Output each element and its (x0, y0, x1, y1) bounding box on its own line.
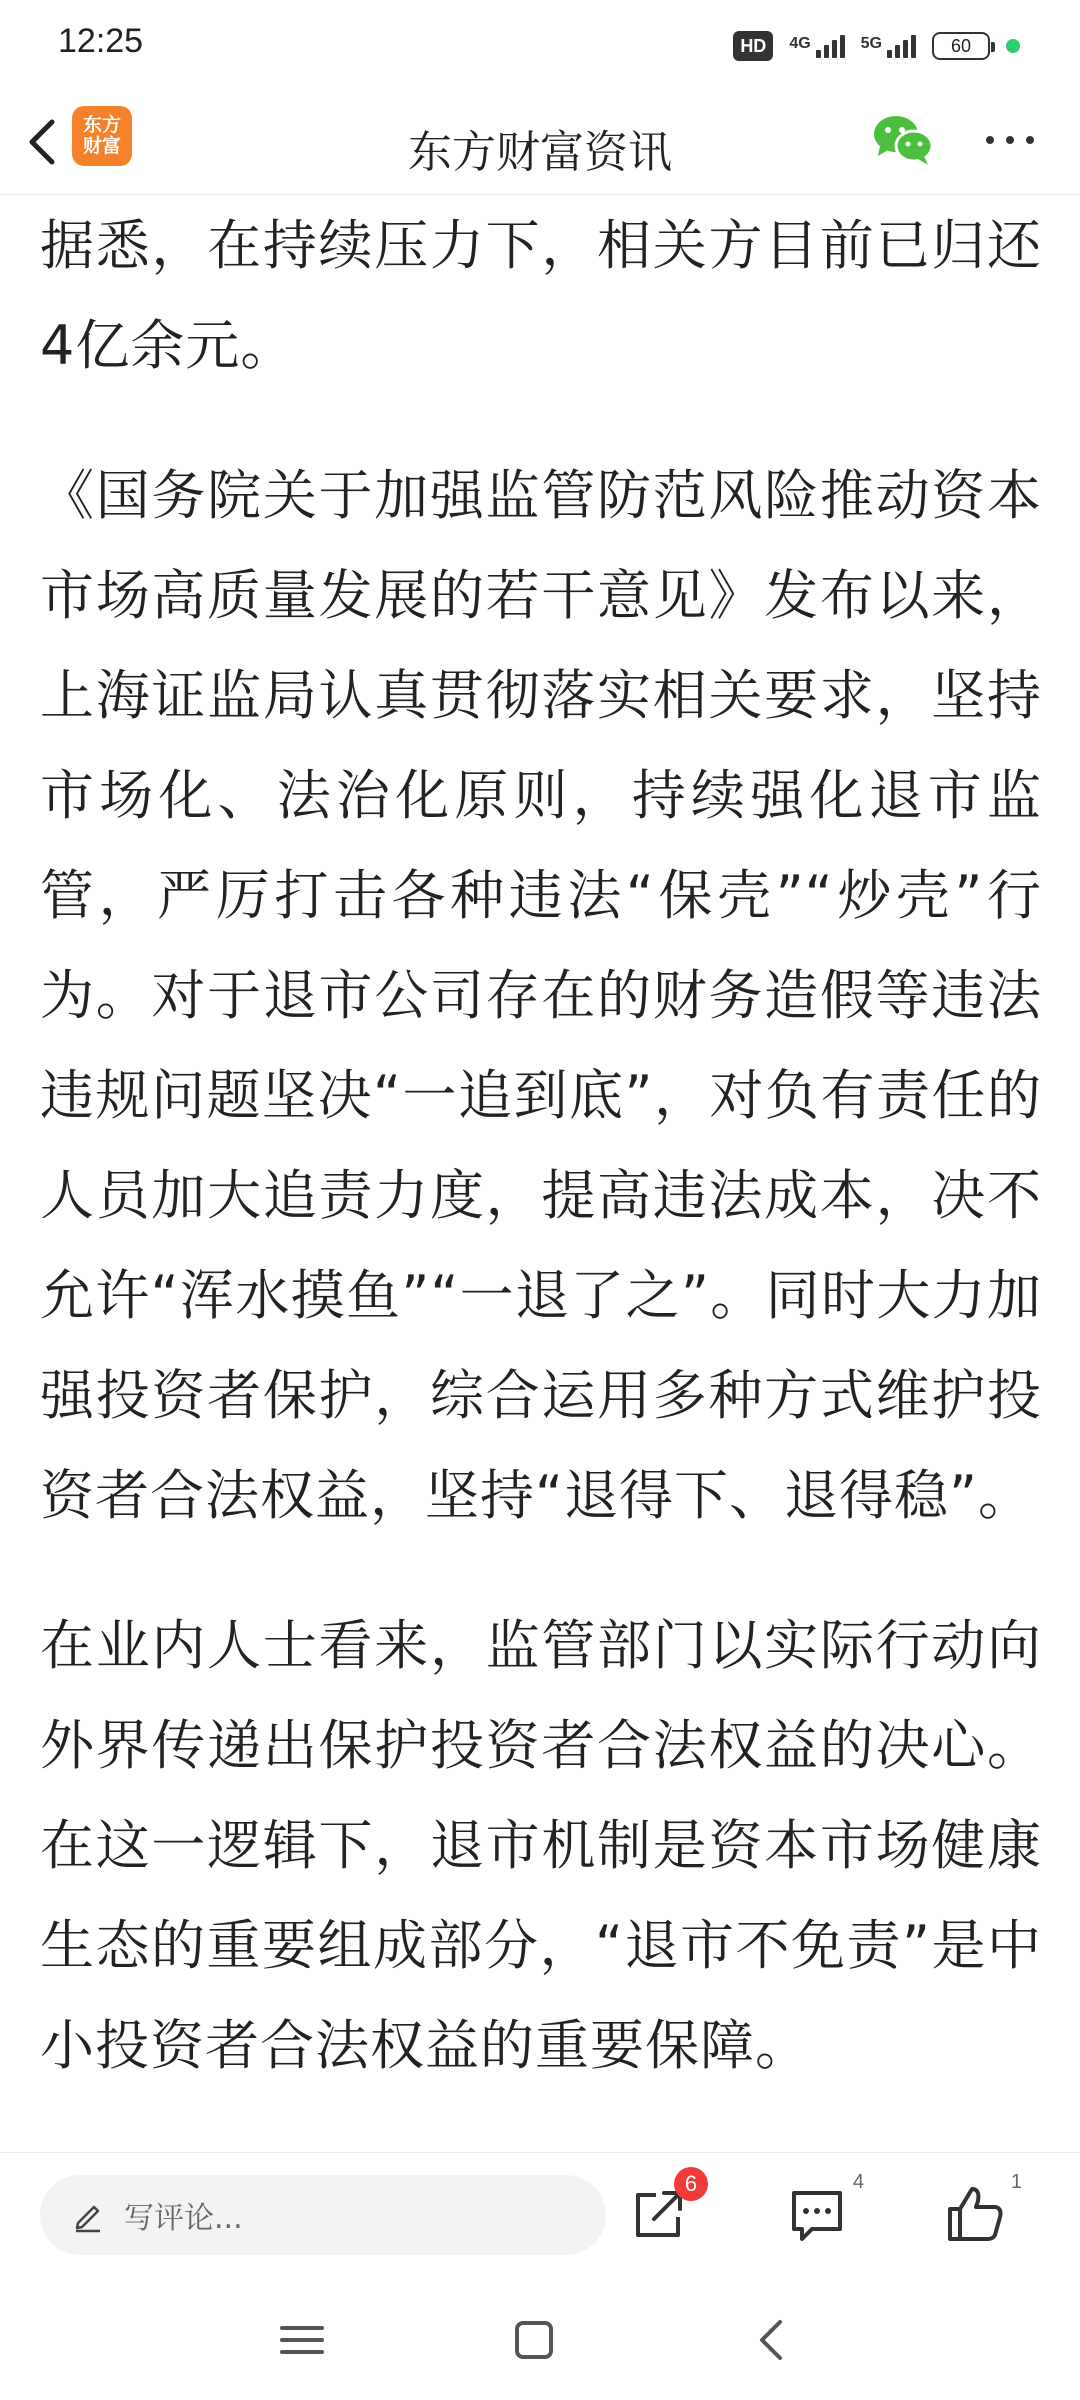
comments-button[interactable] (782, 2171, 864, 2249)
article-body (40, 196, 1042, 2152)
home-button[interactable] (504, 2310, 564, 2370)
wechat-share-button[interactable] (870, 110, 936, 170)
article-paragraph: 《国务院关于加强监管防范风险推动资本市场高质量发展的若干意见》发布以来，上海证监局认真贯彻落实相关要求，坚持市场化、法治化原则，持续强化退市监管，严厉打击各种违法“保壳”“炒壳”行为。对于退市公司存在的财务造假等违法违规问题坚决“一追到底”，对负有责任的人员加大追责力度，提高违法成本，决不允许“浑水摸鱼”“一退了之”。同时大力加强投资者保护，综合运用多种方式维护投资者合法权益，坚持“退得下、退得稳”。 (40, 464, 1042, 1527)
page-title: 东方财富资讯 (408, 127, 672, 178)
header (0, 90, 1080, 195)
app-logo: 东方 财富 (72, 106, 132, 166)
system-navigation-bar (0, 2280, 1080, 2400)
menu-icon (272, 2310, 332, 2370)
comment-input[interactable] (40, 2175, 606, 2255)
recent-apps-button[interactable] (272, 2310, 332, 2370)
signal-4g-icon: 4G (789, 35, 844, 58)
square-icon (504, 2310, 564, 2370)
signal-5g-icon: 5G (861, 35, 916, 58)
comment-count: 4 (852, 2171, 864, 2193)
share-button[interactable] (624, 2171, 698, 2249)
wechat-icon (870, 110, 936, 170)
article-paragraph: 据悉，在持续压力下，相关方目前已归还4亿余元。 (40, 214, 1042, 377)
comment-icon (782, 2179, 852, 2249)
back-arrow-icon (742, 2310, 802, 2370)
like-count: 1 (1010, 2171, 1022, 2193)
hd-icon: HD (733, 31, 773, 61)
status-indicators (733, 26, 1020, 66)
like-button[interactable] (940, 2171, 1022, 2249)
comment-placeholder: 写评论... (124, 2201, 243, 2236)
privacy-indicator-dot (1006, 39, 1020, 53)
system-back-button[interactable] (742, 2310, 802, 2370)
thumbs-up-icon (940, 2179, 1010, 2249)
bottom-action-bar (0, 2152, 1080, 2281)
share-count-badge: 6 (674, 2167, 708, 2201)
status-time: 12:25 (58, 22, 144, 60)
status-bar (0, 0, 1080, 90)
battery-icon: 60 (932, 32, 990, 60)
pencil-icon (70, 2197, 106, 2233)
more-options-button[interactable] (980, 120, 1040, 160)
more-horizontal-icon (980, 120, 1040, 160)
article-paragraph: 在业内人士看来，监管部门以实际行动向外界传递出保护投资者合法权益的决心。在这一逻辑下，退市机制是资本市场健康生态的重要组成部分，“退市不免责”是中小投资者合法权益的重要保障。 (40, 1614, 1042, 2077)
